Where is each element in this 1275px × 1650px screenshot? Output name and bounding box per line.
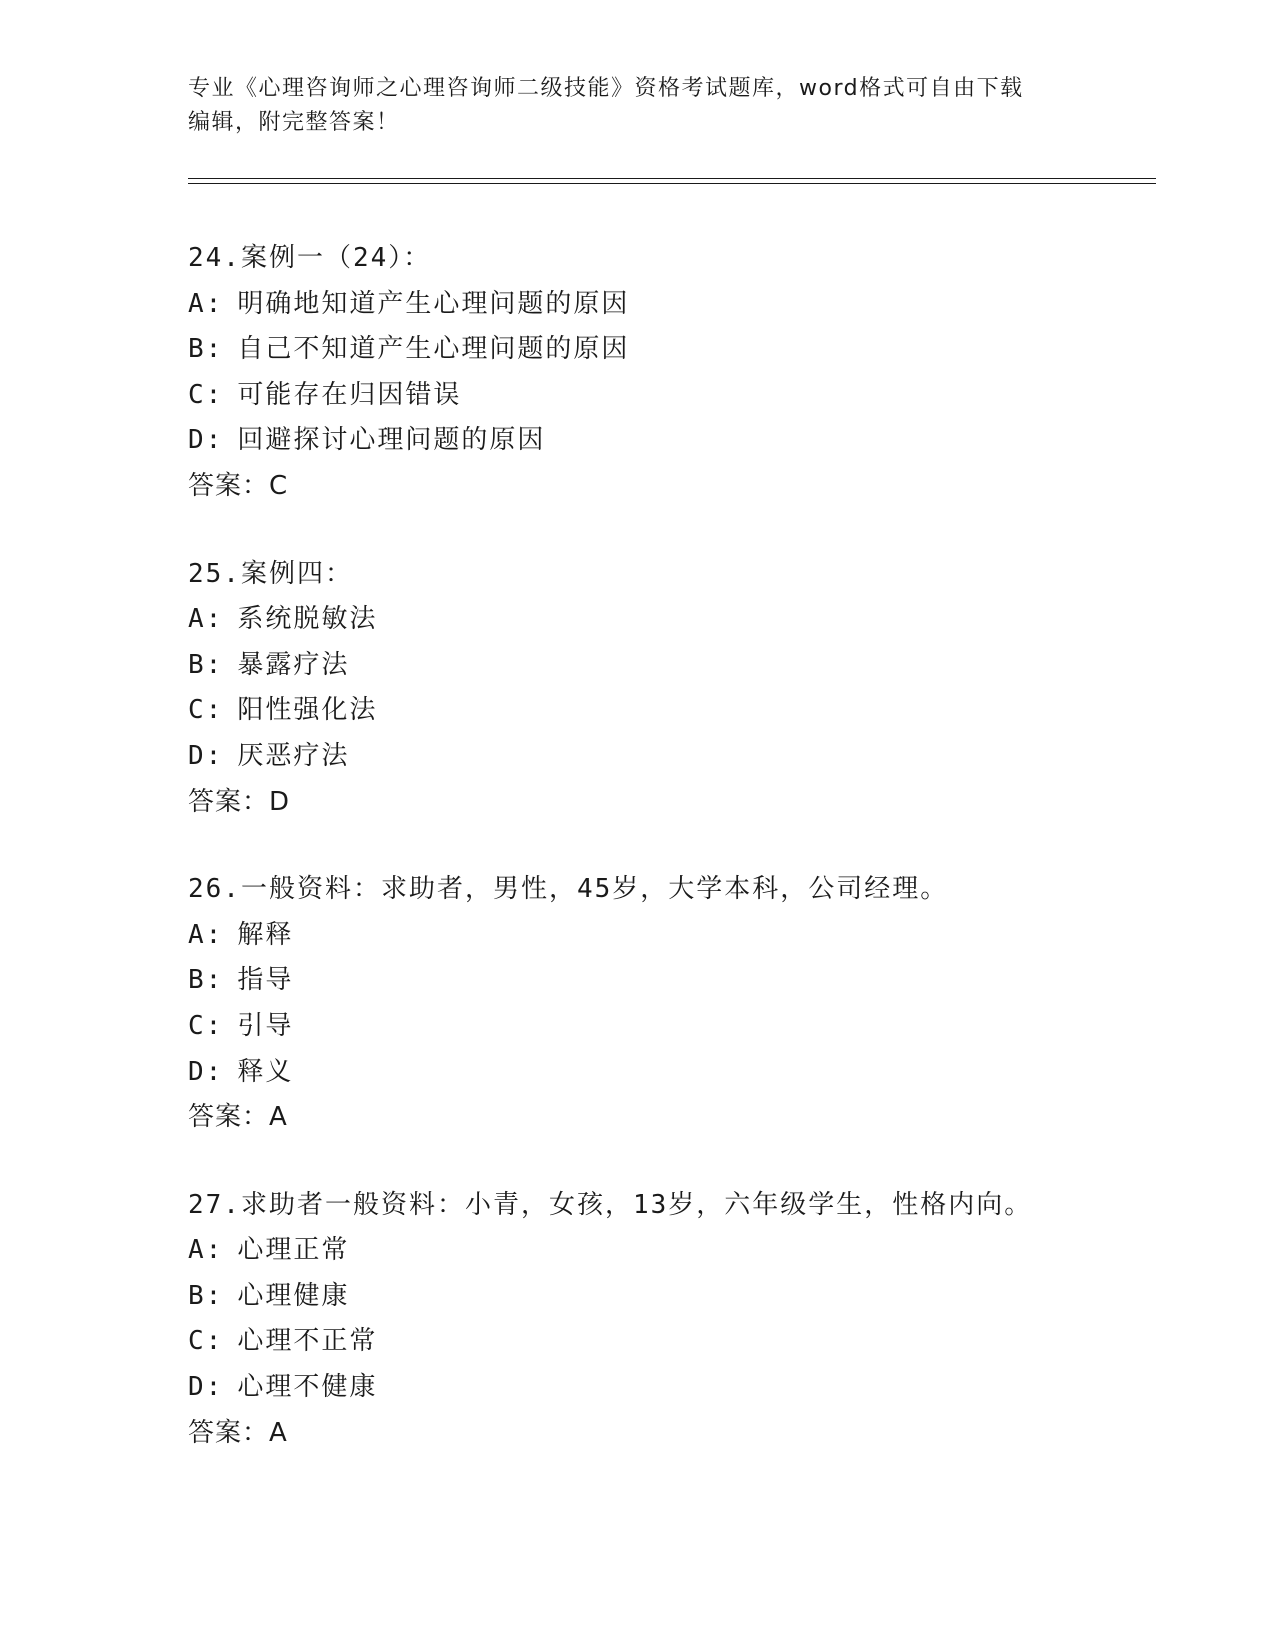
- option-key: C:: [188, 1326, 224, 1357]
- option-c: [188, 1004, 1148, 1050]
- option-key: A:: [188, 1235, 224, 1266]
- question-26: [188, 867, 1148, 1141]
- option-b: [188, 958, 1148, 1004]
- question-list: [188, 236, 1148, 1498]
- question-stem: 27.求助者一般资料：小青，女孩，13岁，六年级学生，性格内向。: [188, 1189, 1033, 1220]
- question-24: [188, 236, 1148, 510]
- option-key: D:: [188, 740, 224, 771]
- answer: 答案：C: [188, 470, 289, 501]
- answer: 答案：A: [188, 1417, 288, 1448]
- question-stem: 24.案例一（24）：: [188, 243, 432, 273]
- option-text: 暴露疗法: [237, 649, 350, 680]
- option-a: [188, 1228, 1148, 1274]
- option-text: 心理不正常: [237, 1326, 378, 1357]
- question-stem: 26.一般资料：求助者，男性，45岁，大学本科，公司经理。: [188, 874, 949, 905]
- option-a: [188, 597, 1148, 643]
- header-rule-bottom: [188, 183, 1156, 184]
- option-text: 解释: [237, 919, 294, 950]
- option-c: [188, 1319, 1148, 1365]
- option-c: [188, 688, 1148, 734]
- answer: 答案：D: [188, 786, 291, 817]
- option-b: [188, 643, 1148, 689]
- header-rule-top: [188, 178, 1156, 179]
- option-b: [188, 1274, 1148, 1320]
- option-a: [188, 913, 1148, 959]
- option-key: C:: [188, 695, 224, 726]
- answer: 答案：A: [188, 1102, 288, 1133]
- option-key: C:: [188, 379, 224, 410]
- option-text: 心理不健康: [237, 1372, 378, 1403]
- option-key: B:: [188, 1280, 224, 1311]
- option-d: [188, 1365, 1148, 1411]
- option-key: D:: [188, 1372, 224, 1403]
- question-stem: 25.案例四：: [188, 558, 353, 589]
- option-text: 心理健康: [237, 1280, 350, 1311]
- option-text: 引导: [237, 1010, 294, 1041]
- option-key: B:: [188, 965, 224, 996]
- option-key: A:: [188, 604, 224, 635]
- option-key: A:: [188, 288, 224, 319]
- question-27: [188, 1183, 1148, 1457]
- option-text: 可能存在归因错误: [237, 379, 462, 410]
- option-key: B:: [188, 649, 224, 680]
- option-d: [188, 1050, 1148, 1096]
- option-text: 系统脱敏法: [237, 604, 378, 635]
- document-header: [188, 72, 1068, 140]
- header-line-2: 编辑，附完整答案！: [188, 110, 400, 135]
- option-key: B:: [188, 334, 224, 365]
- option-text: 阳性强化法: [237, 695, 378, 726]
- option-text: 指导: [237, 965, 294, 996]
- option-c: [188, 373, 1148, 419]
- option-b: [188, 327, 1148, 373]
- option-a: [188, 282, 1148, 328]
- option-text: 自己不知道产生心理问题的原因: [237, 334, 630, 365]
- option-key: C:: [188, 1010, 224, 1041]
- option-text: 回避探讨心理问题的原因: [237, 425, 546, 456]
- option-key: A:: [188, 919, 224, 950]
- option-key: D:: [188, 1056, 224, 1087]
- option-d: [188, 734, 1148, 780]
- header-line-1: 专业《心理咨询师之心理咨询师二级技能》资格考试题库，word格式可自由下载: [188, 76, 1024, 101]
- option-text: 明确地知道产生心理问题的原因: [237, 288, 630, 319]
- question-25: [188, 552, 1148, 826]
- option-text: 释义: [237, 1056, 294, 1087]
- option-text: 厌恶疗法: [237, 740, 350, 771]
- option-key: D:: [188, 425, 224, 456]
- option-d: [188, 418, 1148, 464]
- option-text: 心理正常: [237, 1235, 350, 1266]
